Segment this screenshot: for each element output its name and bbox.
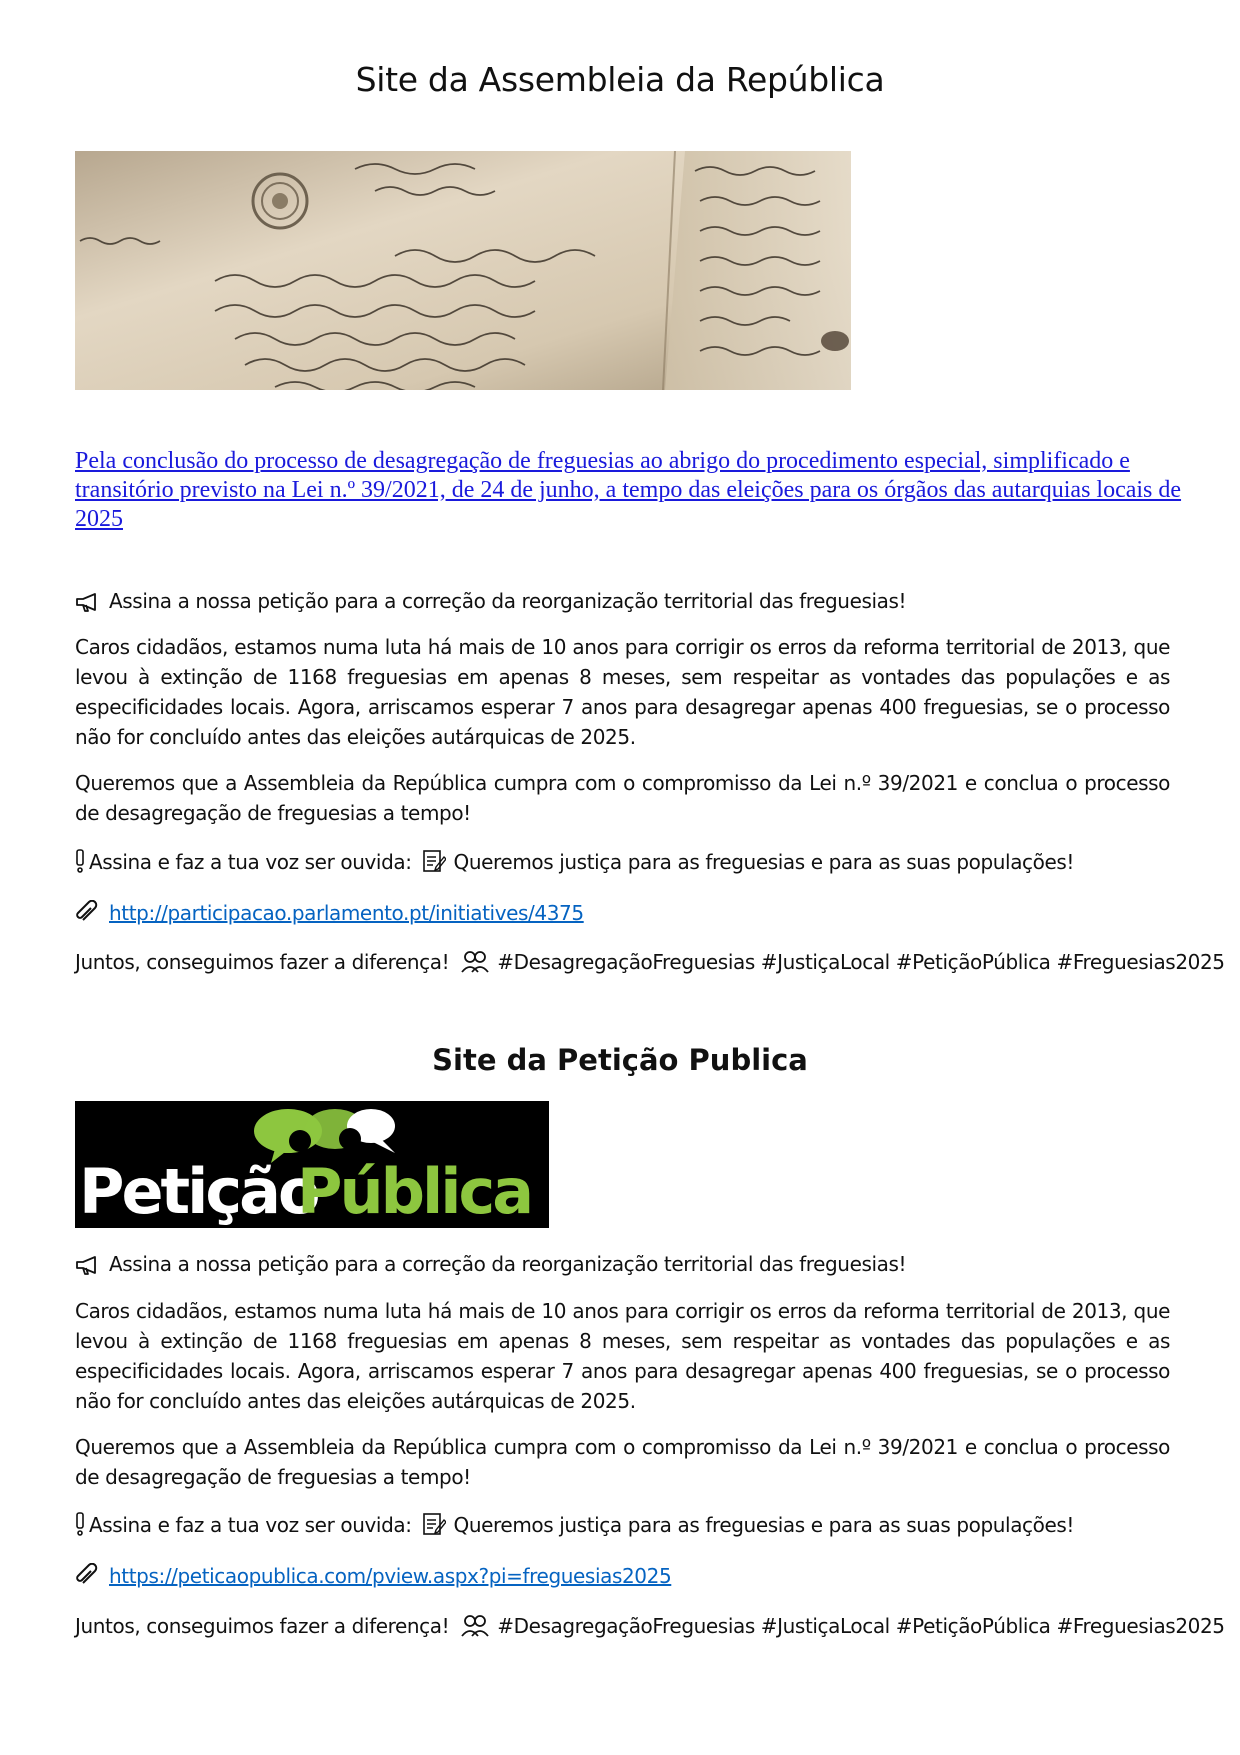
megaphone-icon [75, 1253, 101, 1283]
paperclip-icon [75, 1563, 101, 1595]
section2-url-line [75, 1561, 671, 1595]
people-icon [461, 949, 489, 981]
paperclip-icon [75, 900, 101, 932]
section2-paragraph-1: Caros cidadãos, estamos numa luta há mais de 10 anos para corrigir os erros da reforma territorial de 2013, que levou à extinção de 1168 freguesias em apenas 8 meses, sem respeitar as vontades das populações e as especificidades locais. Agora, arriscamos esperar 7 anos para desagregar apenas 400 freguesias, se o processo não for concluído antes das eleições autárquicas de 2025. [75, 1299, 1170, 1413]
hashtags-text: #DesagregaçãoFreguesias #JustiçaLocal #PetiçãoPública #Freguesias2025 [497, 1614, 1225, 1638]
section1-headline [75, 586, 906, 620]
exclamation-icon [75, 849, 85, 881]
petition-link-title[interactable]: Pela conclusão do processo de desagregação de freguesias ao abrigo do procedimento especial, simplificado e transitório previsto na Lei n.º 39/2021, de 24 de junho, a tempo das eleições para os órgãos das autarquias locais de 2025 [75, 448, 1182, 532]
section1-url-line [75, 898, 584, 932]
letter-illustration [75, 151, 851, 390]
memo-icon [422, 1512, 446, 1544]
assembleia-url-link[interactable]: http://participacao.parlamento.pt/initiatives/4375 [109, 901, 584, 925]
closing-text: Juntos, conseguimos fazer a diferença! [75, 1614, 450, 1638]
historic-letter-image [75, 151, 851, 390]
section1-call-to-action [75, 847, 1074, 881]
peticao-publica-logo [75, 1101, 549, 1228]
call-text-b: Queremos justiça para as freguesias e para as suas populações! [453, 850, 1075, 874]
logo-graphic [75, 1101, 549, 1228]
section2-headline [75, 1249, 906, 1283]
section2-title: Site da Petição Publica [432, 1043, 808, 1077]
section1-closing [75, 947, 1225, 981]
logo-text-b: Pública [297, 1155, 532, 1228]
call-text-b: Queremos justiça para as freguesias e para as suas populações! [453, 1513, 1075, 1537]
exclamation-icon [75, 1512, 85, 1544]
memo-icon [422, 849, 446, 881]
section2-closing [75, 1611, 1225, 1645]
megaphone-icon [75, 590, 101, 620]
call-text-a: Assina e faz a tua voz ser ouvida: [89, 850, 412, 874]
closing-text: Juntos, conseguimos fazer a diferença! [75, 950, 450, 974]
headline-text: Assina a nossa petição para a correção da reorganização territorial das freguesias! [109, 589, 907, 613]
call-text-a: Assina e faz a tua voz ser ouvida: [89, 1513, 412, 1537]
people-icon [461, 1613, 489, 1645]
peticao-publica-url-link[interactable]: https://peticaopublica.com/pview.aspx?pi=freguesias2025 [109, 1564, 672, 1588]
logo-text-a: Petição [79, 1155, 318, 1228]
headline-text: Assina a nossa petição para a correção da reorganização territorial das freguesias! [109, 1252, 907, 1276]
section2-paragraph-2: Queremos que a Assembleia da República cumpra com o compromisso da Lei n.º 39/2021 e conclua o processo de desagregação de freguesias a tempo! [75, 1435, 1170, 1489]
section2-call-to-action [75, 1510, 1074, 1544]
section1-paragraph-2: Queremos que a Assembleia da República cumpra com o compromisso da Lei n.º 39/2021 e conclua o processo de desagregação de freguesias a tempo! [75, 771, 1170, 825]
section1-paragraph-1: Caros cidadãos, estamos numa luta há mais de 10 anos para corrigir os erros da reforma territorial de 2013, que levou à extinção de 1168 freguesias em apenas 8 meses, sem respeitar as vontades das populações e as especificidades locais. Agora, arriscamos esperar 7 anos para desagregar apenas 400 freguesias, se o processo não for concluído antes das eleições autárquicas de 2025. [75, 635, 1170, 749]
section1-title: Site da Assembleia da República [355, 60, 885, 99]
hashtags-text: #DesagregaçãoFreguesias #JustiçaLocal #PetiçãoPública #Freguesias2025 [497, 950, 1225, 974]
